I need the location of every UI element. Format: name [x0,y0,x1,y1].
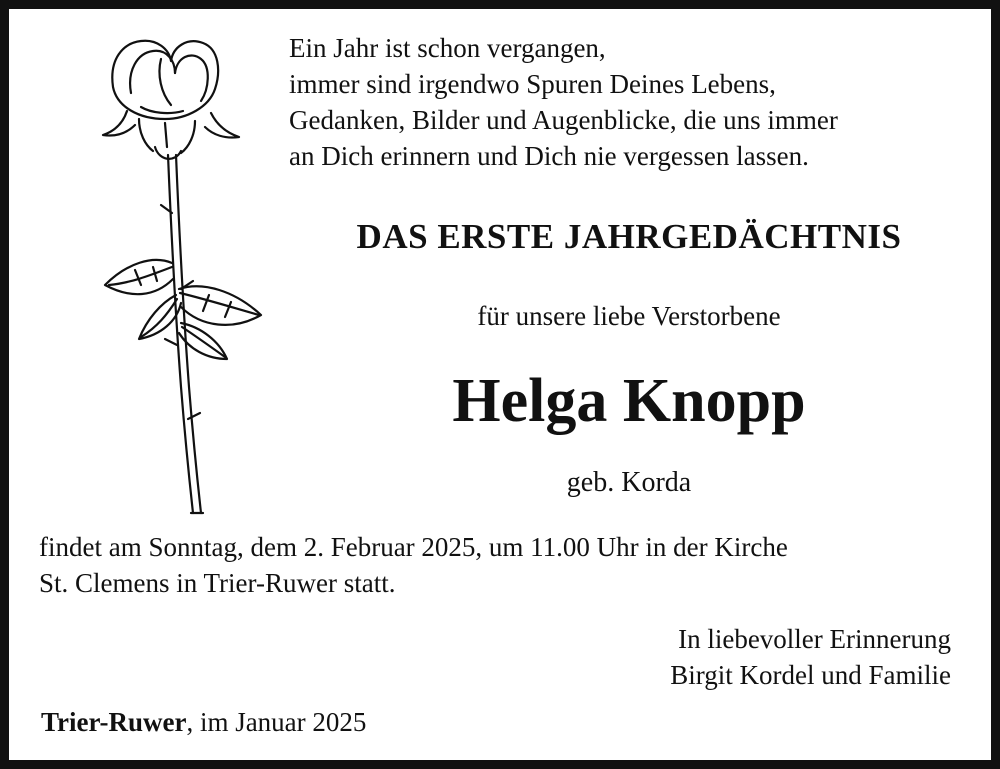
border-right [991,9,1000,760]
closing-text [251,621,951,694]
closing-line: Birgit Kordel und Familie [670,660,951,691]
service-details-line: findet am Sonntag, dem 2. Februar 2025, um 11.00 Uhr in der Kirche [39,532,788,562]
poem-line: Gedanken, Bilder und Augenblicke, die uns immer [289,104,838,135]
deceased-name: Helga Knopp [452,367,806,435]
rose-icon [69,27,289,527]
deceased-maiden-name: geb. Korda [566,467,692,498]
poem-text [289,31,979,175]
place-town: Trier-Ruwer [41,707,187,737]
poem-line: Ein Jahr ist schon vergangen, [289,33,606,63]
poem-line: immer sind irgendwo Spuren Deines Lebens, [289,68,776,99]
service-details-line: St. Clemens in Trier-Ruwer statt. [39,568,396,599]
place-and-date [41,707,366,738]
notice-content [9,9,991,760]
place-date: , im Januar 2025 [186,707,367,737]
border-left [0,9,9,760]
subline: für unsere liebe Verstorbene [477,301,781,331]
service-details [39,529,969,602]
headline: DAS ERSTE JAHRGEDÄCHTNIS [356,217,902,256]
closing-line: In liebevoller Erinnerung [678,624,951,654]
poem-line: an Dich erinnern und Dich nie vergessen lassen. [289,140,809,171]
